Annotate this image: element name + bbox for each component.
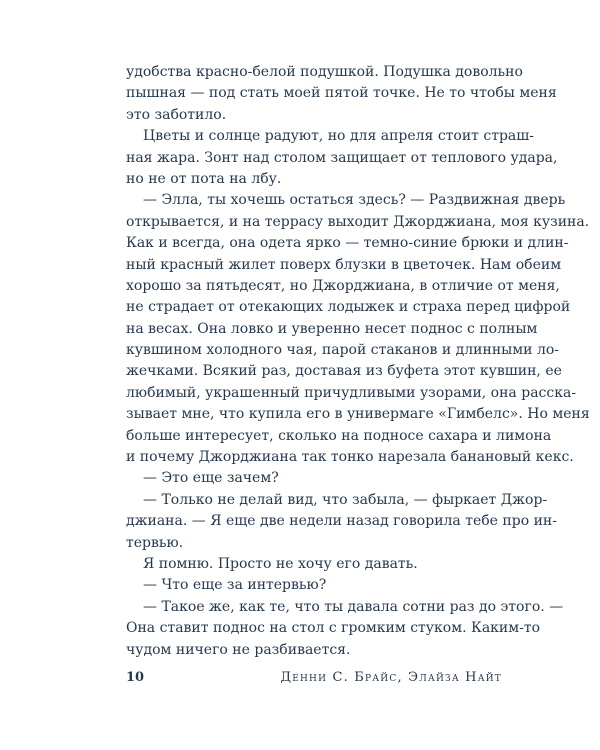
text-line: любимый, украшенный причудливыми узорами, она расска- [126, 384, 577, 401]
text-line: Я помню. Просто не хочу его давать. [143, 555, 418, 572]
text-line: пышная — под стать моей пятой точке. Не то чтобы меня [126, 85, 557, 102]
text-line: зывает мне, что купила его в универмаге «Гимбелс». Но меня [126, 406, 590, 423]
text-line: — Только не делай вид, что забыла, — фыркает Джор- [143, 491, 548, 508]
text-line: это заботило. [126, 106, 227, 123]
page-number: 10 [126, 670, 145, 685]
text-line: Она ставит поднос на стол с громким стуком. Каким-то [126, 620, 541, 637]
text-line: — Элла, ты хочешь остаться здесь? — Раздвижная дверь [143, 192, 566, 209]
text-line: хорошо за пятьдесят, но Джорджиана, в отличие от меня, [126, 277, 560, 294]
text-line: Как и всегда, она одета ярко — темно-синие брюки и длин- [126, 235, 569, 252]
page-footer [126, 668, 502, 688]
body-text [126, 62, 590, 661]
text-line: жечками. Всякий раз, доставая из буфета этот кувшин, ее [126, 363, 562, 380]
text-line: больше интересует, сколько на подносе сахара и лимона [126, 427, 552, 444]
text-line: Цветы и солнце радуют, но для апреля стоит страш- [143, 128, 535, 145]
text-line: но не от пота на лбу. [126, 170, 282, 187]
text-line: — Что еще за интервью? [143, 577, 327, 594]
running-head: Денни С. Брайс, Элайза Найт [280, 670, 502, 685]
text-line: тервью. [126, 534, 184, 551]
text-line: чудом ничего не разбивается. [126, 641, 351, 658]
text-line: ная жара. Зонт над столом защищает от теплового удара, [126, 149, 558, 166]
text-line: джиана. — Я еще две недели назад говорила тебе про ин- [126, 513, 557, 530]
text-line: удобства красно-белой подушкой. Подушка довольно [126, 64, 523, 80]
text-line: и почему Джорджиана так тонко нарезала банановый кекс. [126, 449, 574, 466]
text-line: кувшином холодного чая, парой стаканов и длинными ло- [126, 342, 560, 359]
text-line: на весах. Она ловко и уверенно несет поднос с полным [126, 320, 538, 337]
text-line: ный красный жилет поверх блузки в цветочек. Нам обеим [126, 256, 562, 273]
text-line: — Это еще зачем? [143, 470, 279, 487]
text-line: открывается, и на террасу выходит Джорджиана, моя кузина. [126, 213, 590, 230]
text-line: не страдает от отекающих лодыжек и страха перед цифрой [126, 299, 571, 316]
text-line: — Такое же, как те, что ты давала сотни раз до этого. — [143, 598, 564, 615]
